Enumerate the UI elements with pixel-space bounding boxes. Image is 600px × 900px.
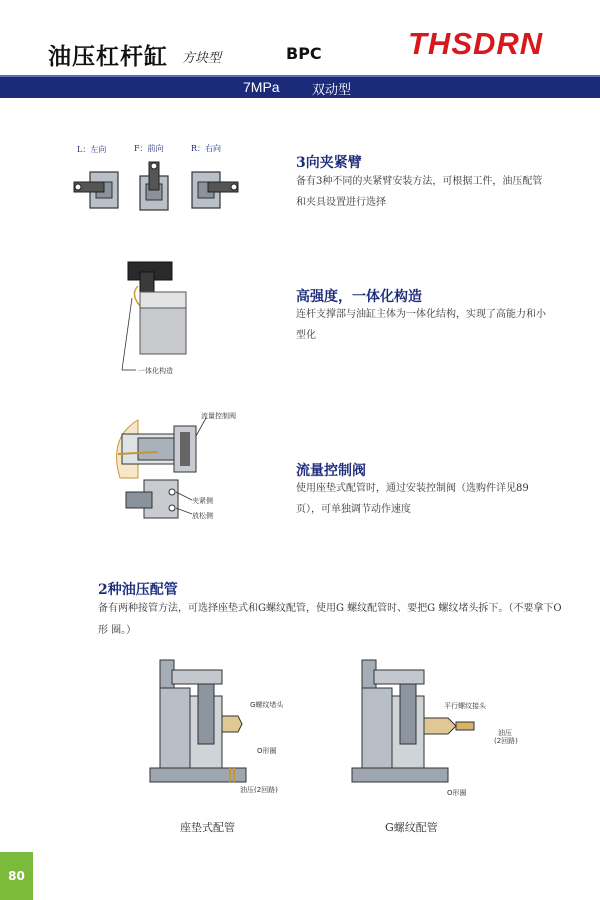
o-ring-left-label: O形圈 xyxy=(257,747,277,755)
clamp-side-label: 夹紧侧 xyxy=(192,497,213,505)
front-arm-cylinder xyxy=(140,162,168,210)
oil-circuit-right-label: (2回路) xyxy=(494,737,518,745)
pad-piping-caption: 座垫式配管 xyxy=(180,821,235,834)
o-ring-right-label: O形圈 xyxy=(447,789,467,797)
direction-front-label: F：前向 xyxy=(134,144,164,153)
integrated-cylinder-image xyxy=(120,258,200,378)
model-code: BPC xyxy=(286,44,322,63)
piping-section-desc: 备有两种接管方法，可选择座垫式和G螺纹配管，使用G 螺纹配管时、要把G 螺纹堵头拆下。（不要拿下O形 圈。） xyxy=(98,603,562,636)
page-number: 80 xyxy=(0,852,33,900)
feature-flow-valve-desc: 使用座垫式配管时，通过安装控制阀（选购件详见89页），可单独调节动作速度 xyxy=(296,483,529,515)
g-thread-piping-caption: G螺纹配管 xyxy=(385,821,438,834)
parallel-joint-label: 平行螺纹接头 xyxy=(444,702,486,710)
oil-pressure-left-label: 油压(2回路) xyxy=(240,786,278,794)
right-arm-cylinder xyxy=(192,172,238,208)
direction-right-label: R：右向 xyxy=(191,144,222,153)
piping-section-title: 2种油压配管 xyxy=(98,582,178,598)
page-title: 油压杠杆缸 xyxy=(48,44,168,70)
integrated-structure-label: 一体化构造 xyxy=(138,367,173,375)
direction-left-label: L：左向 xyxy=(77,145,107,154)
feature-flow-valve-title: 流量控制阀 xyxy=(296,463,366,479)
feature-three-direction-desc: 备有3种不同的夹紧臂安装方法，可根据工件，油压配管和夹具设置进行选择 xyxy=(296,176,543,208)
flow-control-valve-diagram xyxy=(108,408,218,528)
page-subtitle: 方块型 xyxy=(182,51,222,66)
g-thread-piping-diagram xyxy=(352,656,492,786)
brand-logo: THSDRN xyxy=(408,26,544,61)
left-arm-cylinder xyxy=(74,172,118,208)
feature-high-strength-title: 高强度，一体化构造 xyxy=(296,289,422,305)
release-side-label: 放松侧 xyxy=(192,512,213,520)
spec-band xyxy=(0,75,600,98)
pressure-label: 7MPa xyxy=(243,79,280,95)
g-plug-label: G螺纹堵头 xyxy=(250,701,284,709)
feature-high-strength-desc: 连杆支撑部与油缸主体为一体化结构，实现了高能力和小型化 xyxy=(296,309,546,341)
pad-piping-diagram xyxy=(150,656,250,786)
feature-three-direction-title: 3向夹紧臂 xyxy=(296,155,362,171)
flow-valve-label: 流量控制阀 xyxy=(201,412,236,420)
oil-pressure-right-label: 油压 xyxy=(498,729,512,737)
clamp-direction-diagrams xyxy=(70,160,250,216)
action-type-label: 双动型 xyxy=(312,83,352,98)
